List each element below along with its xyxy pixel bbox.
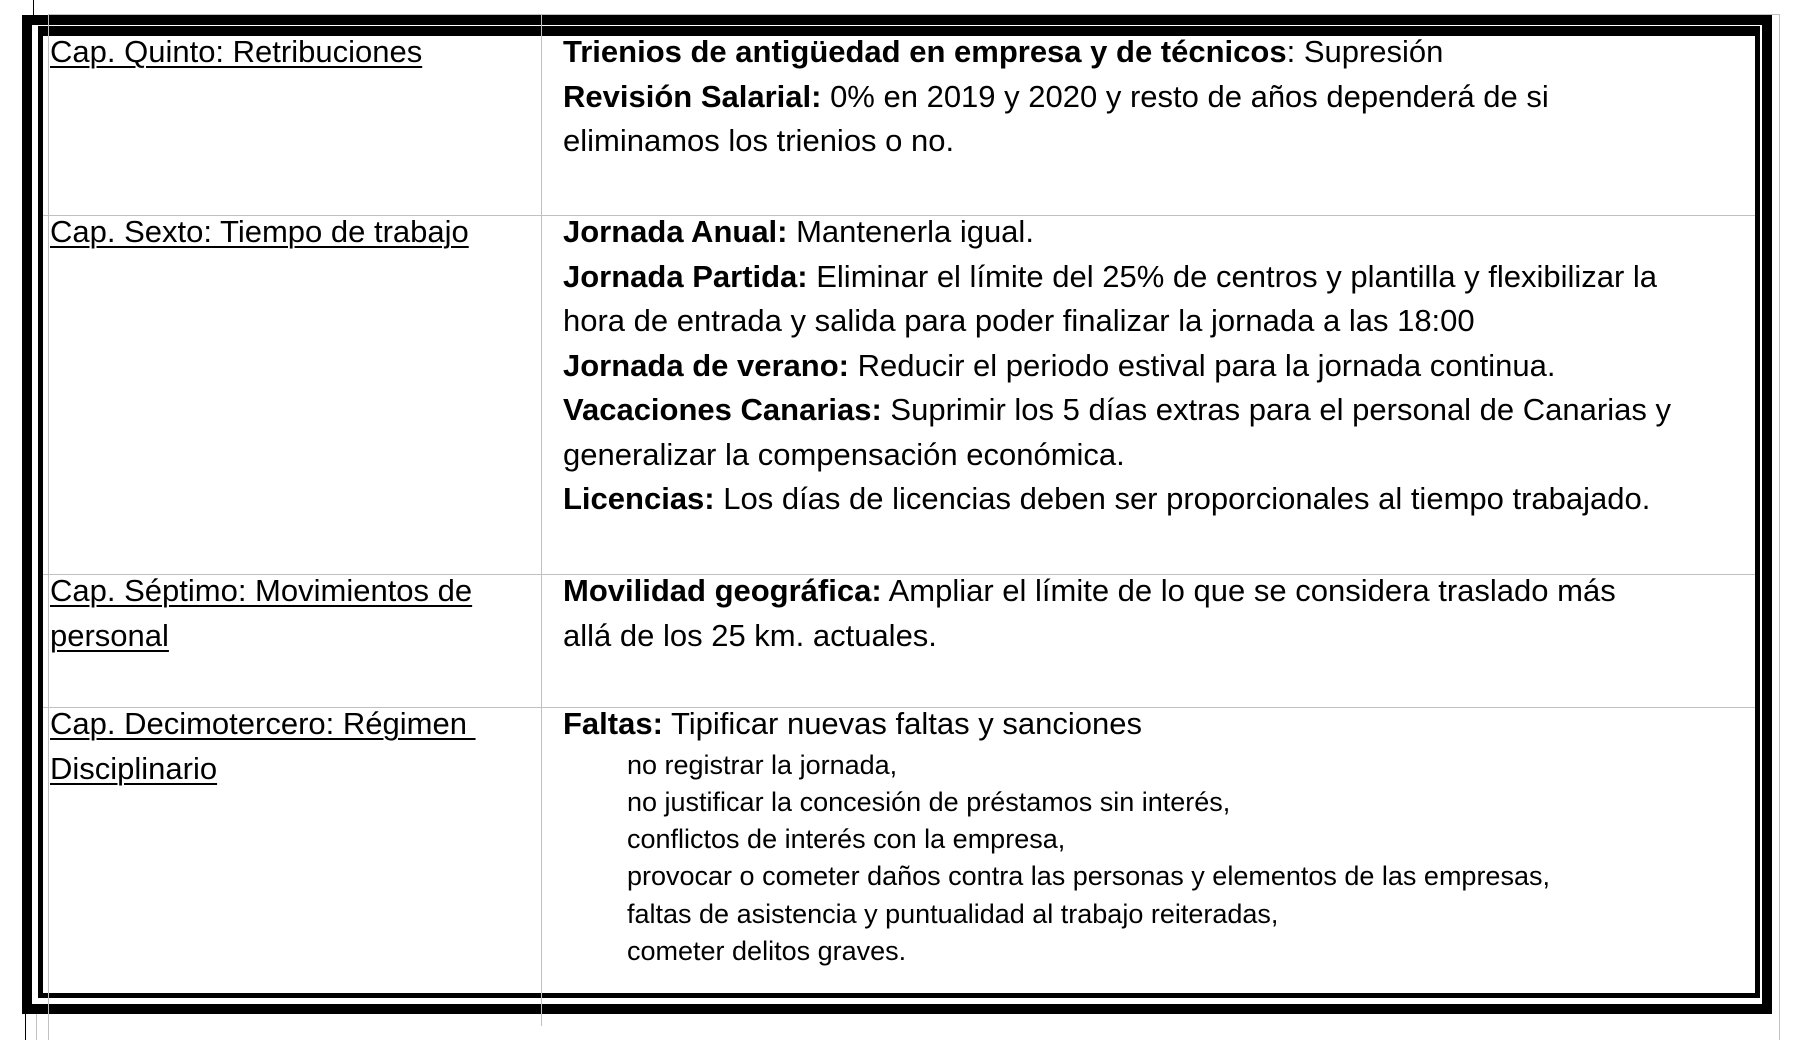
table-row-2-chapter xyxy=(50,210,538,255)
item-label: Jornada Partida: xyxy=(563,258,808,294)
table-row-1-chapter xyxy=(50,30,538,75)
chapter-title: Cap. Sexto: Tiempo de trabajo xyxy=(50,214,469,249)
list-item: faltas de asistencia y puntualidad al trabajo reiteradas, xyxy=(627,898,1279,929)
item-label: Jornada Anual: xyxy=(563,214,788,249)
table-row-3-chapter xyxy=(50,569,538,658)
margin-guide-bottom-left xyxy=(25,1014,26,1040)
item-trienios: Trienios de antigüedad en empresa y de técnicos: Supresión xyxy=(563,34,1444,69)
chapter-title: Cap. Quinto: Retribuciones xyxy=(50,34,423,69)
table-row-2-content xyxy=(563,210,1753,522)
list-item: cometer delitos graves. xyxy=(627,935,907,966)
item-vacaciones-canarias-cont: generalizar la compensación económica. xyxy=(563,436,1125,472)
table-row-3-content xyxy=(563,569,1753,658)
item-vacaciones-canarias: Vacaciones Canarias: Suprimir los 5 días extras para el personal de Canarias y xyxy=(563,392,1671,427)
item-licencias: Licencias: Los días de licencias deben ser proporcionales al tiempo trabajado. xyxy=(563,481,1651,516)
list-item: conflictos de interés con la empresa, xyxy=(627,824,1066,855)
chapter-title-line-2: Disciplinario xyxy=(50,750,218,786)
item-movilidad-geografica-cont: allá de los 25 km. actuales. xyxy=(563,617,937,653)
item-jornada-anual: Jornada Anual: Mantenerla igual. xyxy=(563,214,1034,249)
column-divider xyxy=(541,14,542,1026)
item-label: Jornada de verano: xyxy=(563,347,849,383)
item-label: Revisión Salarial: xyxy=(563,78,822,114)
list-item: no registrar la jornada, xyxy=(627,749,898,780)
item-label: Licencias: xyxy=(563,481,715,516)
list-item: provocar o cometer daños contra las personas y elementos de las empresas, xyxy=(627,861,1550,892)
item-revision-salarial: Revisión Salarial: 0% en 2019 y 2020 y resto de años dependerá de si xyxy=(563,78,1549,114)
item-jornada-partida: Jornada Partida: Eliminar el límite del 25% de centros y plantilla y flexibilizar la xyxy=(563,258,1658,294)
item-jornada-verano: Jornada de verano: Reducir el periodo estival para la jornada continua. xyxy=(563,347,1556,383)
list-item: no justificar la concesión de préstamos sin interés, xyxy=(627,786,1231,817)
item-jornada-partida-cont: hora de entrada y salida para poder finalizar la jornada a las 18:00 xyxy=(563,303,1475,338)
item-revision-salarial-cont: eliminamos los trienios o no. xyxy=(563,123,955,158)
item-label: Faltas: xyxy=(563,706,663,741)
table-row-4-chapter xyxy=(50,702,538,791)
item-faltas: Faltas: Tipificar nuevas faltas y sanciones xyxy=(563,706,1142,741)
chapter-title-line-1: Cap. Decimotercero: Régimen xyxy=(50,706,476,741)
margin-guide-bottom-left-gray xyxy=(36,1014,37,1040)
chapter-title-line-2: personal xyxy=(50,617,169,653)
margin-guide-top-left xyxy=(33,0,34,15)
table-row-1-content xyxy=(563,30,1753,164)
item-label: Movilidad geográfica: xyxy=(563,573,882,608)
item-label: Vacaciones Canarias: xyxy=(563,392,882,427)
faltas-sub-list xyxy=(563,747,1753,971)
table-row-4-content xyxy=(563,702,1753,970)
chapter-title-line-1: Cap. Séptimo: Movimientos de xyxy=(50,573,473,608)
item-label: Trienios de antigüedad en empresa y de técnicos xyxy=(563,34,1287,69)
item-movilidad-geografica: Movilidad geográfica: Ampliar el límite de lo que se considera traslado más xyxy=(563,573,1616,608)
